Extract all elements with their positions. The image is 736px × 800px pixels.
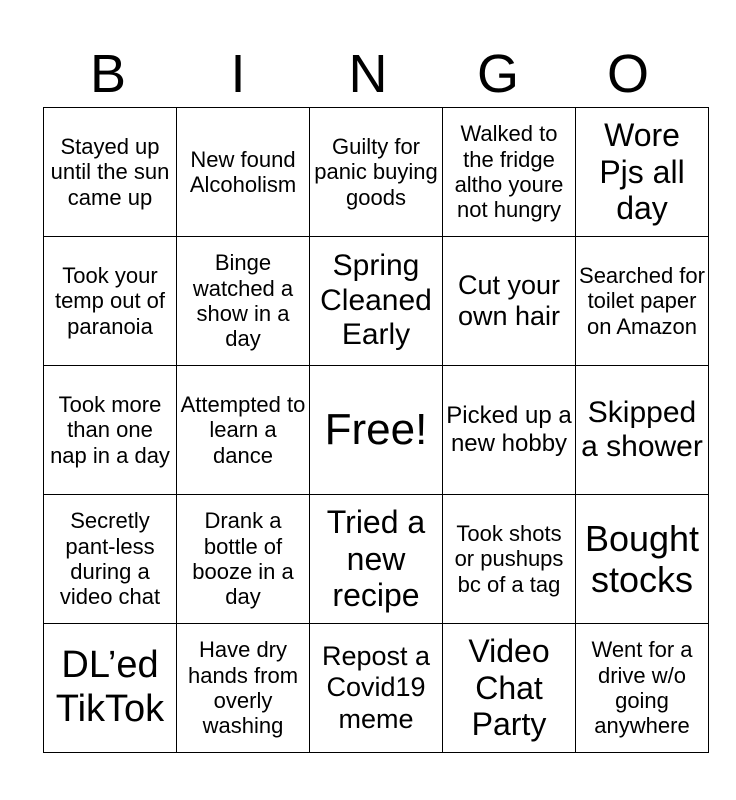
bingo-cell[interactable]: Took your temp out of paranoia xyxy=(44,237,177,366)
bingo-cell[interactable]: DL’ed TikTok xyxy=(44,624,177,753)
bingo-cell[interactable]: Video Chat Party xyxy=(443,624,576,753)
bingo-cell[interactable]: Stayed up until the sun came up xyxy=(44,108,177,237)
free-space[interactable]: Free! xyxy=(310,366,443,495)
bingo-cell[interactable]: Binge watched a show in a day xyxy=(177,237,310,366)
bingo-cell[interactable]: Tried a new recipe xyxy=(310,495,443,624)
board-row xyxy=(44,624,709,753)
bingo-cell[interactable]: Repost a Covid19 meme xyxy=(310,624,443,753)
bingo-cell[interactable]: Guilty for panic buying goods xyxy=(310,108,443,237)
header-letter-o: O xyxy=(606,44,649,104)
header-letter-i: I xyxy=(230,44,246,104)
board-row xyxy=(44,108,709,237)
bingo-board xyxy=(43,107,709,753)
bingo-cell[interactable]: Secretly pant-less during a video chat xyxy=(44,495,177,624)
bingo-cell[interactable]: Attempted to learn a dance xyxy=(177,366,310,495)
bingo-cell[interactable]: Took more than one nap in a day xyxy=(44,366,177,495)
bingo-cell[interactable]: Cut your own hair xyxy=(443,237,576,366)
bingo-cell[interactable]: Spring Cleaned Early xyxy=(310,237,443,366)
bingo-cell[interactable]: Skipped a shower xyxy=(576,366,709,495)
bingo-cell[interactable]: Walked to the fridge altho youre not hungry xyxy=(443,108,576,237)
bingo-cell[interactable]: Drank a bottle of booze in a day xyxy=(177,495,310,624)
header-letter-b: B xyxy=(89,44,127,104)
bingo-cell[interactable]: Searched for toilet paper on Amazon xyxy=(576,237,709,366)
bingo-header xyxy=(43,42,693,106)
bingo-cell[interactable]: Picked up a new hobby xyxy=(443,366,576,495)
board-row xyxy=(44,366,709,495)
header-letter-n: N xyxy=(348,44,388,104)
header-letter-g: G xyxy=(476,44,519,104)
board-row xyxy=(44,237,709,366)
bingo-cell[interactable]: Wore Pjs all day xyxy=(576,108,709,237)
bingo-cell[interactable]: New found Alcoholism xyxy=(177,108,310,237)
bingo-cell[interactable]: Went for a drive w/o going anywhere xyxy=(576,624,709,753)
bingo-cell[interactable]: Bought stocks xyxy=(576,495,709,624)
bingo-cell[interactable]: Have dry hands from overly washing xyxy=(177,624,310,753)
board-row xyxy=(44,495,709,624)
bingo-cell[interactable]: Took shots or pushups bc of a tag xyxy=(443,495,576,624)
